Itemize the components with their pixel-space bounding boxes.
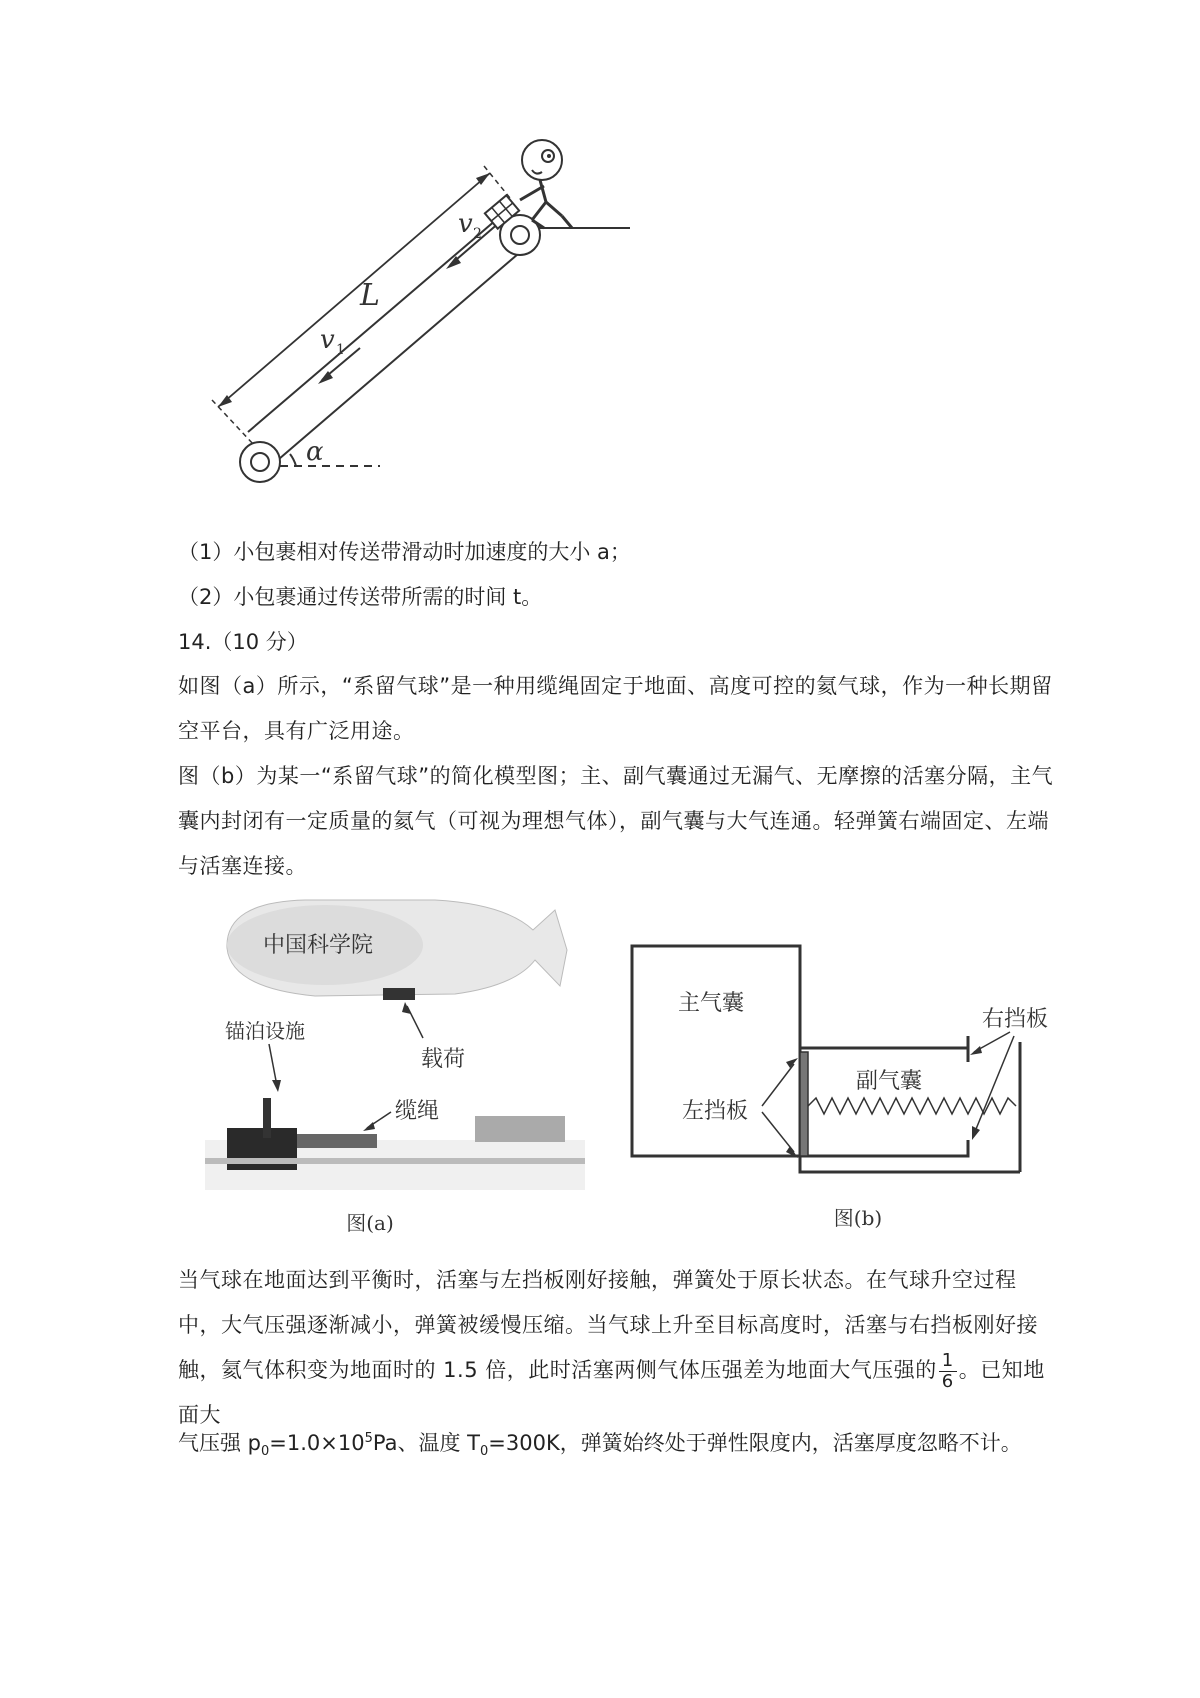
anchor-label: 锚泊设施 [225,1019,305,1043]
problem-14-para2: 图（b）为某一“系留气球”的简化模型图；主、副气囊通过无漏气、无摩擦的活塞分隔，主气囊内封闭有一定质量的氦气（可视为理想气体），副气囊与大气连通。轻弹簧右端固定、左端与活塞连接。 [178,764,1054,878]
label-v2: v [458,209,473,239]
label-L: L [360,278,380,313]
figure-a-caption: 图(a) [346,1211,394,1235]
left-plate-label: 左挡板 [682,1099,749,1124]
figure-b [630,940,1110,1240]
problem-14-heading: 14.（10 分） [178,630,308,654]
question-1: （1）小包裹相对传送带滑动时加速度的大小 a； [178,540,631,564]
figure-a [205,890,585,1250]
main-bag-label: 主气囊 [678,991,745,1016]
cable-label: 缆绳 [395,1099,440,1124]
para4-b: =1.0×10 [269,1431,365,1455]
conveyor-figure [210,120,650,540]
balloon-text: 中国科学院 [263,933,374,958]
para4-sub1: 0 [479,1444,489,1460]
frac-denominator: 6 [941,1370,954,1392]
para4-sup: 5 [364,1431,373,1446]
problem-14-para1: 如图（a）所示，“系留气球”是一种用缆绳固定于地面、高度可控的氦气球，作为一种长期留空平台，具有广泛用途。 [178,674,1053,743]
fraction-one-sixth [939,1351,957,1392]
payload-label: 载荷 [421,1047,466,1072]
label-v2-sub: 2 [473,226,482,242]
para4-d: =300K，弹簧始终处于弹性限度内，活塞厚度忽略不计。 [488,1431,1022,1455]
para4-c: Pa、温度 T [372,1431,480,1455]
right-plate-label: 右挡板 [982,1007,1049,1032]
label-v1: v [320,325,335,355]
label-v1-sub: 1 [336,342,345,358]
label-alpha: α [306,437,324,467]
para3-text-a: 当气球在地面达到平衡时，活塞与左挡板刚好接触，弹簧处于原长状态。在气球升空过程中，大气压强逐渐减小，弹簧被缓慢压缩。当气球上升至目标高度时，活塞与右挡板刚好接触，氦气体积变为地面时的 1.5 倍，此时活塞两侧气体压强差为地面大气压强的 [178,1268,1038,1382]
problem-14-para3 [178,1258,1058,1438]
figure-b-caption: 图(b) [833,1206,883,1230]
para4-a: 气压强 p [178,1431,262,1455]
question-2: （2）小包裹通过传送带所需的时间 t。 [178,585,543,609]
para3-text-b: 。已知地面大 [178,1358,1045,1427]
para4-sub0: 0 [261,1444,270,1460]
problem-14-para4 [178,1425,1022,1466]
frac-numerator: 1 [939,1351,957,1372]
sub-bag-label: 副气囊 [856,1069,923,1094]
